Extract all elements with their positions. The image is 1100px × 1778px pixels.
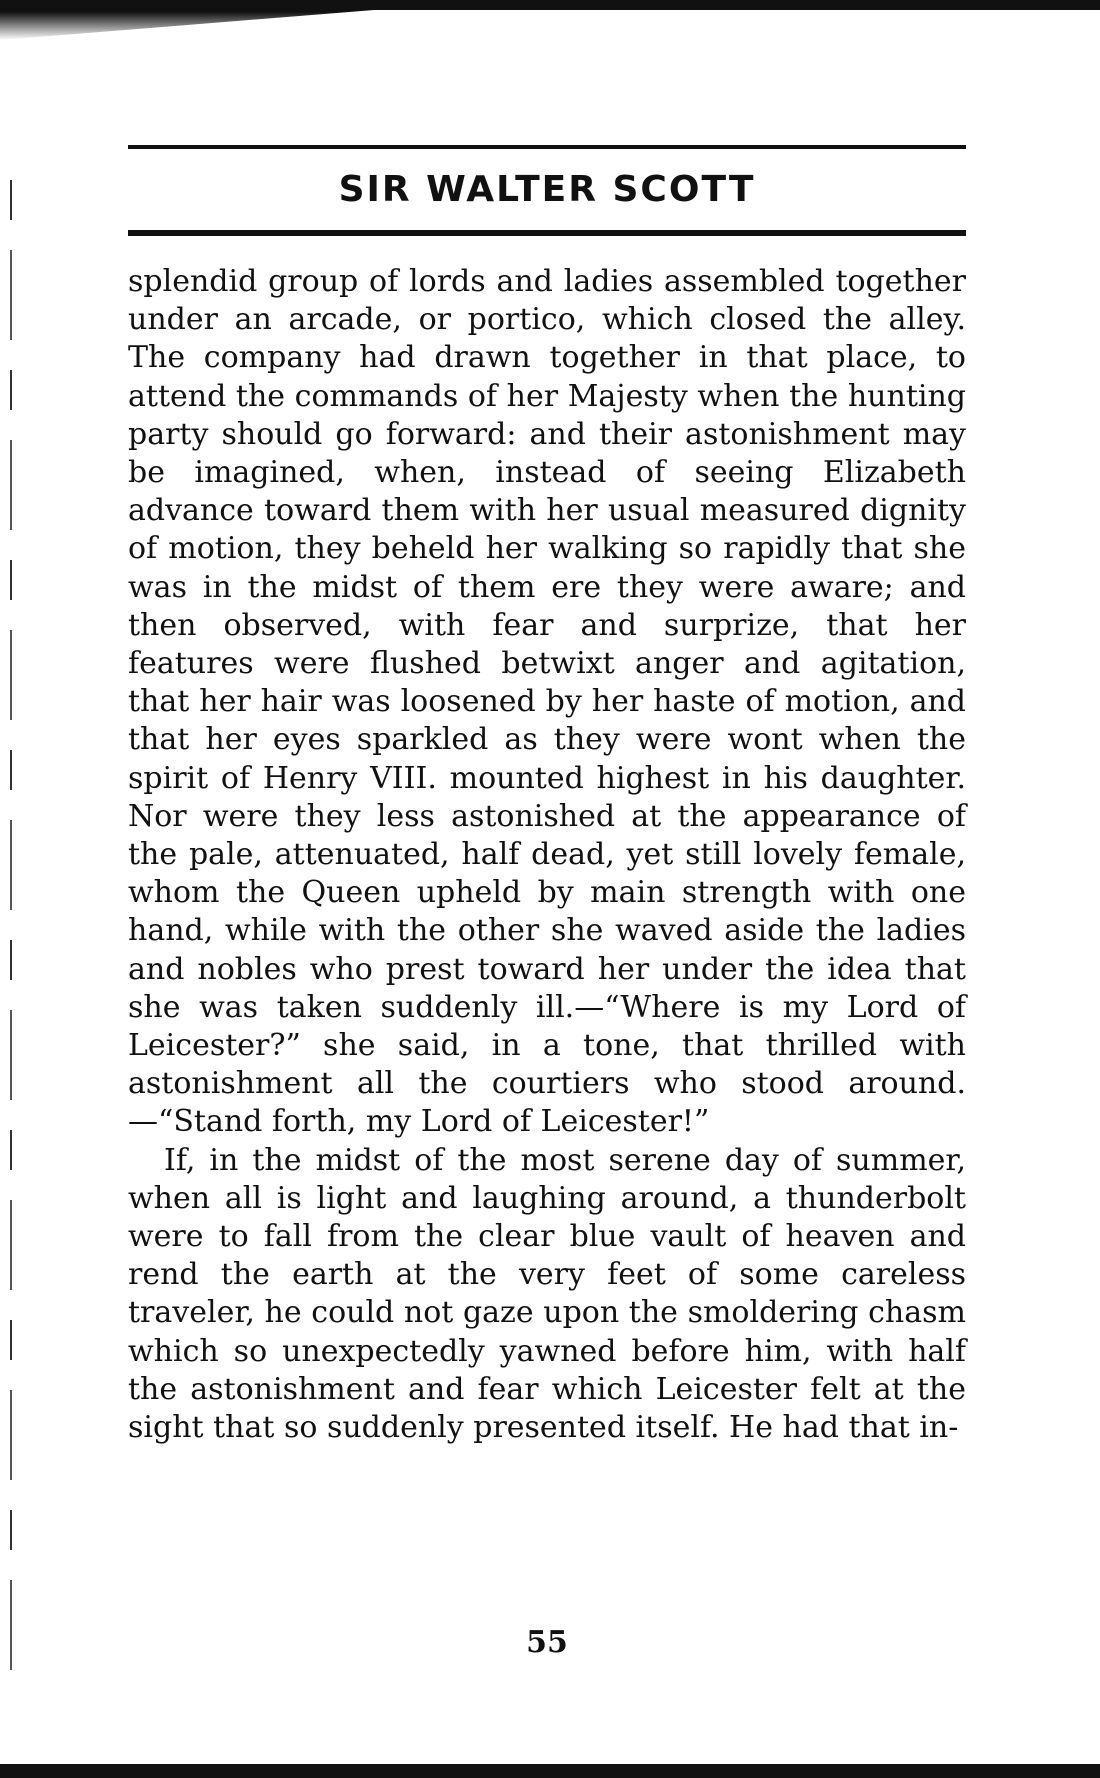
paragraph: If, in the midst of the most serene day of summer, when all is light and laughing around, a thunderbolt were to fall from the clear blue vault of heaven and rend the earth at the very feet of some careless traveler, he could not gaze upon the smoldering chasm which so unexpectedly yawned before him, with half the astonishment and fear which Leicester felt at the sight that so suddenly presented itself. He had that in- <box>128 1142 966 1446</box>
scan-shadow-top <box>0 0 374 40</box>
page-body <box>128 263 966 1447</box>
header-rule-bottom <box>128 230 966 236</box>
paragraph: splendid group of lords and ladies assembled together under an arcade, or portico, which closed the alley. The company had drawn together in that place, to attend the commands of her Majesty when the hunting party should go forward: and their astonishment may be imagined, when, instead of seeing Elizabeth advance toward them with her usual measured dignity of motion, they beheld her walking so rapidly that she was in the midst of them ere they were aware; and then observed, with fear and surprize, that her features were flushed betwixt anger and agitation, that her hair was loosened by her haste of motion, and that her eyes sparkled as they were wont when the spirit of Henry VIII. mounted highest in his daughter. Nor were they less astonished at the appearance of the pale, attenuated, half dead, yet still lovely female, whom the Queen upheld by main strength with one hand, while with the other she waved aside the ladies and nobles who prest toward her under the idea that she was taken suddenly ill.—“Where is my Lord of Leicester?” she said, in a tone, that thrilled with astonishment all the courtiers who stood around.—“Stand forth, my Lord of Leicester!” <box>128 264 966 1140</box>
scan-margin-mark <box>10 180 12 1680</box>
page-number: 55 <box>526 1625 568 1660</box>
header-rule-top <box>128 145 966 149</box>
running-head: SIR WALTER SCOTT <box>338 169 756 210</box>
scan-border-bottom <box>0 1764 1100 1778</box>
